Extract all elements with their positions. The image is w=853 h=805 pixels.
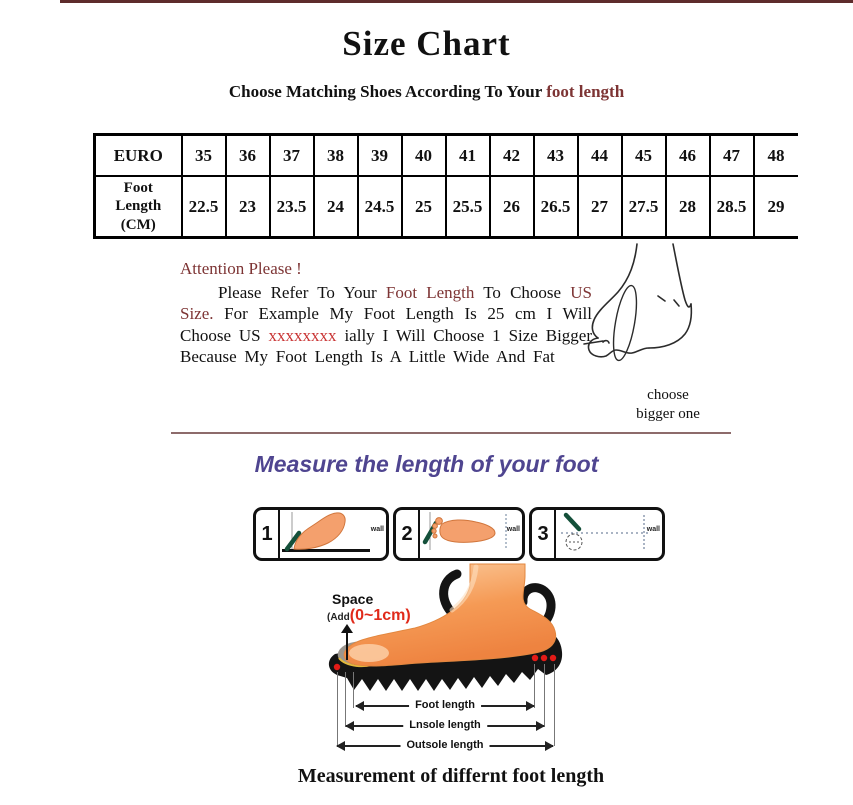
bottom-caption: Measurement of differnt foot length [297,765,605,787]
subtitle [0,82,853,102]
attention-note [180,258,592,368]
foot-length-cell: 27.5 [622,176,666,238]
table-row-euro [95,135,798,177]
space-up-arrow-icon [341,624,353,660]
euro-size-cell: 44 [578,135,622,177]
footprint-icon [420,510,516,552]
euro-size-cell: 39 [358,135,402,177]
section-divider [171,432,731,434]
measuring-steps [253,507,665,561]
foot-length-cell: 28.5 [710,176,754,238]
euro-size-cell: 47 [710,135,754,177]
euro-size-cell: 38 [314,135,358,177]
step-number: 2 [396,510,420,558]
euro-size-cell: 42 [490,135,534,177]
euro-size-cell: 35 [182,135,226,177]
foot-length-cell: 23 [226,176,270,238]
wall-label: wall [506,526,520,533]
space-label: Space [332,591,374,607]
foot-length-highlight: Foot Length [385,282,475,302]
page-title: Size Chart [342,24,511,63]
foot-against-wall-icon [280,510,380,552]
step-number: 3 [532,510,556,558]
insole-length-arrow-label: Lnsole length [403,719,487,731]
wall-label: wall [370,526,384,533]
foot-length-cell: 26.5 [534,176,578,238]
outsole-length-arrow-label: Outsole length [401,739,490,751]
foot-length-cell: 23.5 [270,176,314,238]
censored-text: xxxxxxxx [268,325,337,345]
euro-size-cell: 48 [754,135,798,177]
foot-length-cell: 25 [402,176,446,238]
foot-length-cell: 28 [666,176,710,238]
euro-header-cell: EURO [95,135,182,177]
euro-size-cell: 36 [226,135,270,177]
table-row-foot-length [95,176,798,238]
attention-heading: Attention Please ! [180,259,302,278]
subtitle-highlight: foot length [546,82,625,101]
foot-length-arrow-label: Foot length [409,699,481,711]
measure-section-heading: Measure the length of your foot [254,451,599,477]
outsole-length-arrow [336,739,554,752]
euro-size-cell: 43 [534,135,578,177]
foot-length-cell: 26 [490,176,534,238]
foot-length-cell: 24.5 [358,176,402,238]
euro-size-cell: 41 [446,135,490,177]
foot-measuring-sketch-icon [583,243,711,365]
euro-size-cell: 40 [402,135,446,177]
euro-size-cell: 45 [622,135,666,177]
step-3-scene [556,510,662,558]
foot-length-cell: 29 [754,176,798,238]
step-panel-3 [529,507,665,561]
step-panel-2 [393,507,525,561]
attention-paragraph: Please Refer To Your Foot Length To Choose US Size. For Example My Foot Length Is 25 cm I Will Choose US xxxxxxxx ially I Will Choose 1 Size Bigger Because My Foot Length Is A Little Wide And Fat [180,282,593,366]
shoe-foot-diagram [325,562,565,704]
foot-length-header-cell: Foot Length (CM) [95,176,182,238]
guide-line [554,664,555,746]
choose-bigger-note: choose bigger one [636,387,700,422]
length-arrows [336,699,554,752]
measure-distance-icon [556,510,656,552]
foot-length-cell: 24 [314,176,358,238]
top-divider-strip [60,0,853,3]
space-add-label: (Add(0~1cm) [327,607,411,624]
step-1-scene [280,510,386,558]
foot-length-cell: 25.5 [446,176,490,238]
foot-length-cell: 22.5 [182,176,226,238]
foot-length-arrow [355,699,535,712]
step-panel-1 [253,507,389,561]
euro-size-cell: 46 [666,135,710,177]
foot-length-cell: 27 [578,176,622,238]
subtitle-text: Choose Matching Shoes According To Your [228,82,547,101]
step-number: 1 [256,510,280,558]
wall-label: wall [646,526,660,533]
us-size-highlight: US Size. [180,282,592,323]
size-conversion-table [93,133,798,239]
euro-size-cell: 37 [270,135,314,177]
insole-length-arrow [345,719,545,732]
step-2-scene [420,510,522,558]
